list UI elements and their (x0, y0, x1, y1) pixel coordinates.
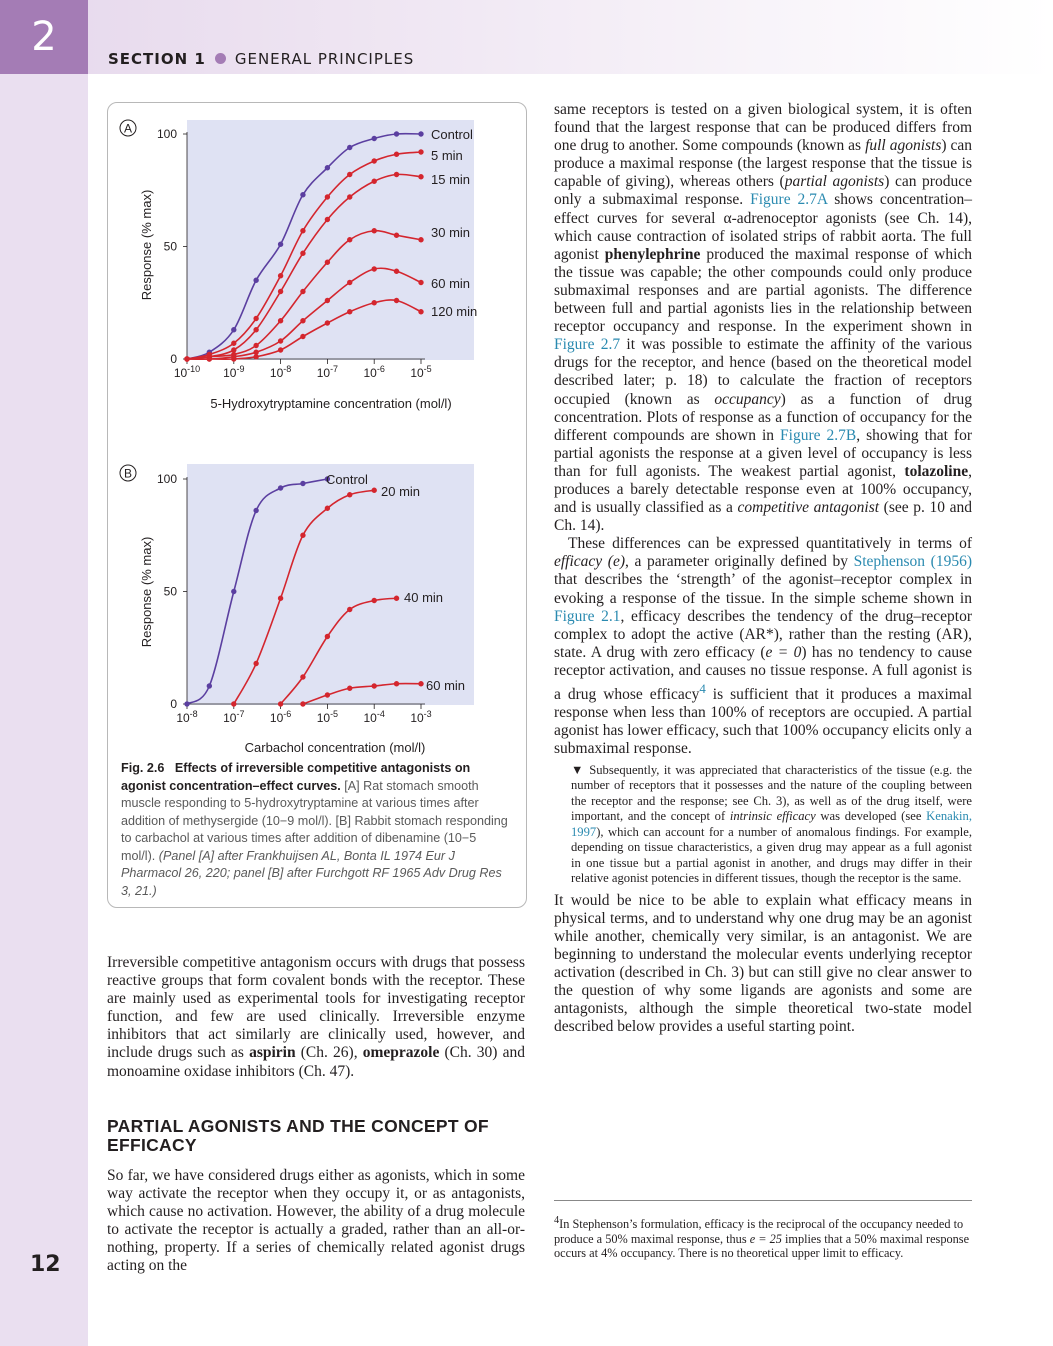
panel-b-label: B (123, 466, 133, 481)
data-point (278, 701, 283, 706)
data-point (300, 318, 305, 323)
data-point (347, 237, 352, 242)
data-point (347, 194, 352, 199)
data-point (231, 327, 236, 332)
series-label: 40 min (404, 590, 444, 605)
right-para-2: These differences can be expressed quantitatively in terms of efficacy (e), a parameter originally defined by Stephenson (1956) that describes the ‘strength’ of the agonist–receptor complex in evoking a response of the tissue. In the simple scheme shown in Figure 2.1, efficacy describes the tendency of the drug–receptor complex to adopt the active (AR*), rather than the resting (AR), state. A drug with zero efficacy (e = 0) has no tendency to cause receptor activation, and causes no tissue response. A full agonist is a drug whose efficacy$^4$ is sufficient that it produces a maximal response when less than 100% of receptors are occupied. A partial agonist has lower efficacy, such that 100% occupancy elicits only a submaximal response. (554, 535, 973, 758)
footnote-ref-4[interactable]: 4 (699, 681, 706, 696)
data-point (325, 217, 330, 222)
data-point (253, 354, 258, 359)
data-point (325, 260, 330, 265)
link-figure-2-7a[interactable]: Figure 2.7A (750, 191, 828, 209)
data-point (394, 681, 399, 686)
x-tick-label: $10^{-4}$ (363, 709, 385, 725)
data-point (372, 179, 377, 184)
section-heading: PARTIAL AGONISTS AND THE CONCEPT OF EFFICACY (107, 1116, 489, 1155)
footnote: $^4$In Stephenson’s formulation, efficacy is the reciprocal of the occupancy needed to produce a 50% maximal response, thus e = 25 implies that a 50% maximal response occurs at 4% occupancy. There is no theoretical upper limit to efficacy. (554, 1215, 970, 1261)
data-point (347, 280, 352, 285)
panel-b-x-label: Carbachol concentration (mol/l) (244, 740, 426, 755)
caption-number: Fig. 2.6 (121, 761, 165, 775)
left-column-para-2 (107, 1167, 525, 1276)
page-number: 12 (30, 1252, 61, 1277)
panel-a-x-label: 5-Hydroxytryptamine concentration (mol/l) (210, 396, 452, 411)
data-point (394, 172, 399, 177)
y-tick-label: 50 (163, 239, 177, 254)
data-point (372, 598, 377, 603)
right-column (554, 101, 972, 1036)
left-para-1-mid: (Ch. 26), (295, 1044, 363, 1062)
series-label: Control (326, 472, 368, 487)
x-tick-label: $10^{-3}$ (410, 709, 432, 725)
data-point (253, 343, 258, 348)
left-para-2-text: So far, we have considered drugs either as agonists, which in some way activate the receptor when they occupy it, or as antagonists, which cause no activation. However, the ability of a drug molecule to activate the receptor is actually a graded, rather than an all-or-nothing, property. If a series of chemically related agonist drugs acting on the (107, 1167, 525, 1275)
x-tick-label: $10^{-10}$ (173, 364, 201, 380)
data-point (300, 481, 305, 486)
data-point (300, 674, 305, 679)
drug-aspirin: aspirin (249, 1044, 296, 1062)
data-point (418, 309, 423, 314)
data-point (253, 661, 258, 666)
section-title: GENERAL PRINCIPLES (234, 50, 415, 68)
data-point (278, 485, 283, 490)
section-label: SECTION 1 (108, 50, 206, 68)
x-tick-label: $10^{-7}$ (316, 364, 339, 380)
data-point (184, 701, 189, 706)
panel-b-y-label: Response (% max) (139, 536, 154, 648)
footnote-divider (554, 1200, 972, 1201)
footnote-mark: 4 (554, 1215, 560, 1226)
series-label: 60 min (431, 276, 471, 291)
series-label: 30 min (431, 225, 471, 240)
figure-caption (121, 760, 513, 900)
data-point (394, 269, 399, 274)
data-point (394, 596, 399, 601)
data-point (372, 266, 377, 271)
data-point (418, 237, 423, 242)
data-point (418, 681, 423, 686)
data-point (418, 174, 423, 179)
data-point (300, 251, 305, 256)
caption-title: Effects of irreversible competitive antagonists on agonist concentration–effect curves. (121, 761, 471, 793)
running-header (108, 50, 414, 68)
right-para-3: It would be nice to be able to explain what efficacy means in physical terms, and to understand why one drug may be an agonist while another, chemically very similar, is an antagonist. We are beginning to understand the molecular events underlying receptor activation (described in Ch. 3) but can still give no clear answer to the question of why some ligands are agonists and some are antagonists, although the simple theoretical two-state model described below provides a useful starting point. (554, 891, 972, 1036)
data-point (207, 683, 212, 688)
data-point (325, 320, 330, 325)
data-point (347, 172, 352, 177)
x-tick-label: $10^{-5}$ (410, 364, 432, 380)
x-tick-label: $10^{-8}$ (176, 709, 198, 725)
panel-a-y-label: Response (% max) (139, 189, 154, 301)
data-point (325, 194, 330, 199)
data-point (300, 701, 305, 706)
series-label: Control (431, 127, 473, 142)
panel-b (120, 464, 474, 755)
data-point (207, 356, 212, 361)
data-point (347, 309, 352, 314)
data-point (372, 488, 377, 493)
data-point (325, 634, 330, 639)
series-label: 20 min (381, 484, 421, 499)
data-point (231, 356, 236, 361)
x-tick-label: $10^{-9}$ (223, 364, 245, 380)
data-point (278, 338, 283, 343)
data-point (300, 533, 305, 538)
series-label: 15 min (431, 172, 471, 187)
series-label: 60 min (426, 678, 466, 693)
right-para-1: same receptors is tested on a given biological system, it is often found that the largest response that can be produced differs from one drug to another. Some compounds (known as full agonists) can produce a maximal response (the largest response that the tissue is capable of giving), whereas others (partial agonists) can produce only a submaximal response. Figure 2.7A shows concentration–effect curves for several α-adrenoceptor agonists (see Ch. 14), which cause contraction of isolated strips of rabbit aorta. The full agonist phenylephrine produced the maximal response of which the tissue was capable; the other compounds could only produce submaximal responses and are partial agonists. The difference between full and partial agonists lies in the relationship between receptor occupancy and response. In the experiment shown in Figure 2.7 it was possible to estimate the affinity of the various drugs for the receptor, and hence (based on the theoretical model described later; p. 18) to calculate the fraction of receptors occupied (known as occupancy) as a function of drug concentration. Plots of response as a function of occupancy for the different compounds are shown in Figure 2.7B, showing that for partial agonists the response at a given level of occupancy is less than for full agonists. The weakest partial agonist, tolazoline, produces a barely detectable response even at 100% occupancy, and is usually classified as a competitive antagonist (see p. 10 and Ch. 14). (554, 101, 973, 535)
panel-a-label: A (123, 121, 133, 136)
data-point (300, 192, 305, 197)
data-point (347, 607, 352, 612)
side-bar (0, 74, 88, 1346)
data-point (372, 300, 377, 305)
y-tick-label: 50 (163, 584, 177, 599)
y-tick-label: 0 (170, 697, 177, 711)
x-tick-label: $10^{-6}$ (363, 364, 385, 380)
x-tick-label: $10^{-5}$ (316, 709, 339, 725)
data-point (300, 334, 305, 339)
data-point (418, 280, 423, 285)
y-tick-label: 100 (156, 127, 177, 141)
data-point (278, 318, 283, 323)
data-point (372, 228, 377, 233)
data-point (253, 508, 258, 513)
data-point (347, 492, 352, 497)
link-kenakin-1997[interactable]: Kenakin, 1997 (571, 809, 972, 839)
data-point (231, 701, 236, 706)
data-point (325, 165, 330, 170)
data-point (372, 683, 377, 688)
data-point (372, 158, 377, 163)
data-point (325, 692, 330, 697)
y-tick-label: 100 (156, 472, 177, 486)
chapter-number: 2 (0, 0, 88, 74)
data-point (253, 327, 258, 332)
link-figure-2-7b[interactable]: Figure 2.7B (780, 426, 857, 444)
data-point (184, 356, 189, 361)
data-point (231, 589, 236, 594)
data-point (278, 273, 283, 278)
data-point (300, 228, 305, 233)
data-point (300, 289, 305, 294)
x-tick-label: $10^{-6}$ (269, 709, 292, 725)
data-point (347, 145, 352, 150)
data-point (325, 506, 330, 511)
data-point (253, 278, 258, 283)
small-print-note: ▼ Subsequently, it was appreciated that characteristics of the tissue (e.g. the number of receptors that it possesses and the nature of the coupling between the receptor and the response; see Ch. 3), as well as of the drug itself, were important, and the concept of intrinsic efficacy was developed (see Kenakin, 1997), which can account for a number of anomalous findings. For example, depending on tissue characteristics, a given drug may appear as a full agonist in one tissue but a partial agonist in another, and drugs may differ in their relative agonist potencies in different tissues, though the receptor is the same. (571, 762, 972, 886)
x-tick-label: $10^{-8}$ (269, 364, 292, 380)
data-point (394, 131, 399, 136)
data-point (278, 289, 283, 294)
data-point (231, 341, 236, 346)
drug-omeprazole: omeprazole (362, 1044, 440, 1062)
panel-b-plot-area (187, 464, 474, 705)
panel-a (120, 120, 477, 411)
data-point (394, 233, 399, 238)
data-point (253, 316, 258, 321)
data-point (325, 298, 330, 303)
series-label: 120 min (431, 304, 478, 319)
data-point (418, 131, 423, 136)
data-point (278, 347, 283, 352)
data-point (347, 686, 352, 691)
link-stephenson-1956[interactable]: Stephenson (1956) (853, 553, 972, 571)
x-tick-label: $10^{-7}$ (223, 709, 245, 725)
data-point (372, 136, 377, 141)
left-para-1-tail: (Ch. 30) and monoamine oxidase inhibitors (Ch. 47). (107, 1044, 526, 1080)
data-point (394, 152, 399, 157)
data-point (394, 298, 399, 303)
link-figure-2-1[interactable]: Figure 2.1 (554, 607, 621, 625)
data-point (418, 149, 423, 154)
bullet-dot-icon (215, 53, 226, 64)
caption-body: [A] Rat stomach smooth muscle responding to 5-hydroxytryptamine at various times after addition of methysergide (10−9 mol/l). [B] Rabbit stomach responding to carbachol at various times after addition of dibenamine (10−5 mol/l). (121, 778, 508, 863)
left-para-1-text: Irreversible competitive antagonism occurs with drugs that possess reactive groups that form covalent bonds with the receptor. These are mainly used as experimental tools for investigating receptor function, and few are used clinically. Irreversible enzyme inhibitors that act similarly are clinically used, however, and include drugs such as (107, 954, 525, 1062)
series-label: 5 min (431, 148, 463, 163)
data-point (278, 242, 283, 247)
y-tick-label: 0 (170, 352, 177, 366)
link-figure-2-7[interactable]: Figure 2.7 (554, 336, 621, 354)
caption-source: (Panel [A] after Frankhuijsen AL, Bonta IL 1974 Eur J Pharmacol 26, 220; panel [B] after Furchgott RF 1965 Adv Drug Res 3, 21.) (121, 848, 502, 898)
left-column-para-1 (107, 954, 525, 1081)
data-point (278, 596, 283, 601)
